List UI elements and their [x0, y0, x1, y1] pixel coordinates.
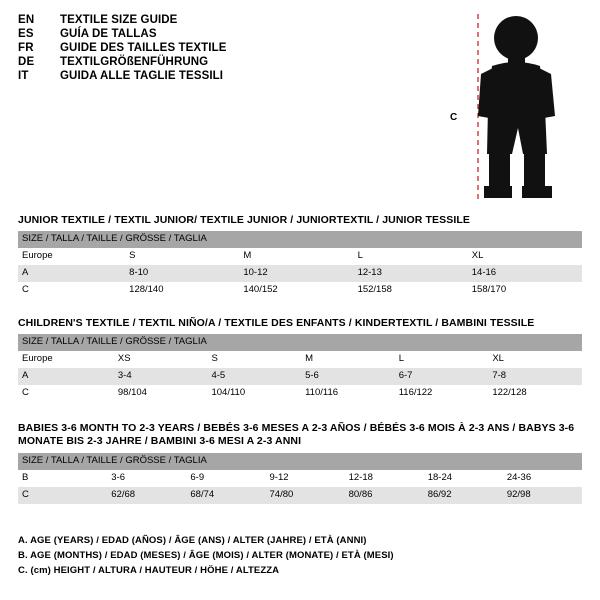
cell: XS	[114, 351, 208, 368]
cell: L	[395, 351, 489, 368]
row-label: C	[18, 282, 125, 299]
cell: 9-12	[266, 470, 345, 487]
row-label: Europe	[18, 248, 125, 265]
cell: 24-36	[503, 470, 582, 487]
section-babies-textile	[18, 422, 582, 504]
language-row	[18, 42, 438, 54]
cell: 80/86	[345, 487, 424, 504]
cell: 3-4	[114, 368, 208, 385]
cell: 14-16	[468, 265, 582, 282]
language-title: GUÍA DE TALLAS	[60, 28, 157, 40]
cell: XL	[468, 248, 582, 265]
cell: 10-12	[239, 265, 353, 282]
language-row	[18, 56, 438, 68]
band-label: SIZE / TALLA / TAILLE / GRÖSSE / TAGLIA	[18, 334, 582, 351]
legend-line-c: C. (cm) HEIGHT / ALTURA / HAUTEUR / HÖHE / ALTEZZA	[18, 565, 280, 576]
language-row	[18, 28, 438, 40]
cell: 68/74	[186, 487, 265, 504]
table-band-header	[18, 231, 582, 248]
cell: 6-9	[186, 470, 265, 487]
cell: 152/158	[354, 282, 468, 299]
cell: 7-8	[488, 368, 582, 385]
cell: 8-10	[125, 265, 239, 282]
cell: 110/116	[301, 385, 395, 402]
cell: M	[239, 248, 353, 265]
language-title: TEXTILGRÖßENFÜHRUNG	[60, 56, 209, 68]
cell: 62/68	[107, 487, 186, 504]
section-childrens-textile	[18, 317, 582, 402]
section-title: JUNIOR TEXTILE / TEXTIL JUNIOR/ TEXTILE JUNIOR / JUNIORTEXTIL / JUNIOR TESSILE	[18, 214, 470, 226]
babies-size-table	[18, 453, 582, 504]
legend-line-b: B. AGE (MONTHS) / EDAD (MESES) / ÂGE (MOIS) / ALTER (MONATE) / ETÀ (MESI)	[18, 550, 394, 561]
language-row	[18, 70, 438, 82]
cell: 116/122	[395, 385, 489, 402]
cell: 128/140	[125, 282, 239, 299]
cell: 158/170	[468, 282, 582, 299]
cell: 86/92	[424, 487, 503, 504]
cell: XL	[488, 351, 582, 368]
table-band-header	[18, 453, 582, 470]
language-title: TEXTILE SIZE GUIDE	[60, 14, 178, 26]
cell: 12-18	[345, 470, 424, 487]
cell: 5-6	[301, 368, 395, 385]
table-row	[18, 282, 582, 299]
row-label: A	[18, 368, 114, 385]
table-row	[18, 487, 582, 504]
row-label: A	[18, 265, 125, 282]
table-row	[18, 265, 582, 282]
language-row	[18, 14, 438, 26]
cell: 4-5	[207, 368, 301, 385]
section-title: CHILDREN'S TEXTILE / TEXTIL NIÑO/A / TEXTILE DES ENFANTS / KINDERTEXTIL / BAMBINI TESSILE	[18, 317, 535, 329]
row-label: B	[18, 470, 107, 487]
language-code: EN	[18, 14, 35, 26]
band-label: SIZE / TALLA / TAILLE / GRÖSSE / TAGLIA	[18, 231, 582, 248]
legend-line-a: A. AGE (YEARS) / EDAD (AÑOS) / ÂGE (ANS) / ALTER (JAHRE) / ETÀ (ANNI)	[18, 535, 367, 546]
cell: L	[354, 248, 468, 265]
cell: 18-24	[424, 470, 503, 487]
children-size-table	[18, 334, 582, 402]
cell: M	[301, 351, 395, 368]
measure-label-c: C	[450, 112, 458, 123]
cell: 122/128	[488, 385, 582, 402]
table-row	[18, 470, 582, 487]
table-row	[18, 351, 582, 368]
cell: 3-6	[107, 470, 186, 487]
junior-size-table	[18, 231, 582, 299]
row-label: C	[18, 487, 107, 504]
legend-block	[18, 535, 582, 580]
row-label: C	[18, 385, 114, 402]
cell: 92/98	[503, 487, 582, 504]
cell: S	[125, 248, 239, 265]
language-code: IT	[18, 70, 29, 82]
language-code: FR	[18, 42, 34, 54]
cell: 6-7	[395, 368, 489, 385]
table-row	[18, 368, 582, 385]
row-label: Europe	[18, 351, 114, 368]
cell: 104/110	[207, 385, 301, 402]
band-label: SIZE / TALLA / TAILLE / GRÖSSE / TAGLIA	[18, 453, 582, 470]
child-figure-icon	[448, 8, 593, 206]
cell: 74/80	[266, 487, 345, 504]
language-title-block	[18, 14, 438, 84]
child-silhouette-figure	[448, 8, 593, 206]
language-code: ES	[18, 28, 34, 40]
language-title: GUIDA ALLE TAGLIE TESSILI	[60, 70, 224, 82]
table-band-header	[18, 334, 582, 351]
section-junior-textile	[18, 214, 582, 299]
table-row	[18, 385, 582, 402]
section-title: BABIES 3-6 MONTH TO 2-3 YEARS / BEBÉS 3-6 MESES A 2-3 AÑOS / BÉBÉS 3-6 MOIS À 2-3 ANS / BABYS 3-6 MONATE BIS 2-3 JAHRE / BAMBINI 3-6 MESI A 2-3 ANNI	[18, 422, 575, 448]
cell: 140/152	[239, 282, 353, 299]
cell: S	[207, 351, 301, 368]
cell: 12-13	[354, 265, 468, 282]
cell: 98/104	[114, 385, 208, 402]
language-title: GUIDE DES TAILLES TEXTILE	[60, 42, 227, 54]
table-row	[18, 248, 582, 265]
language-code: DE	[18, 56, 35, 68]
